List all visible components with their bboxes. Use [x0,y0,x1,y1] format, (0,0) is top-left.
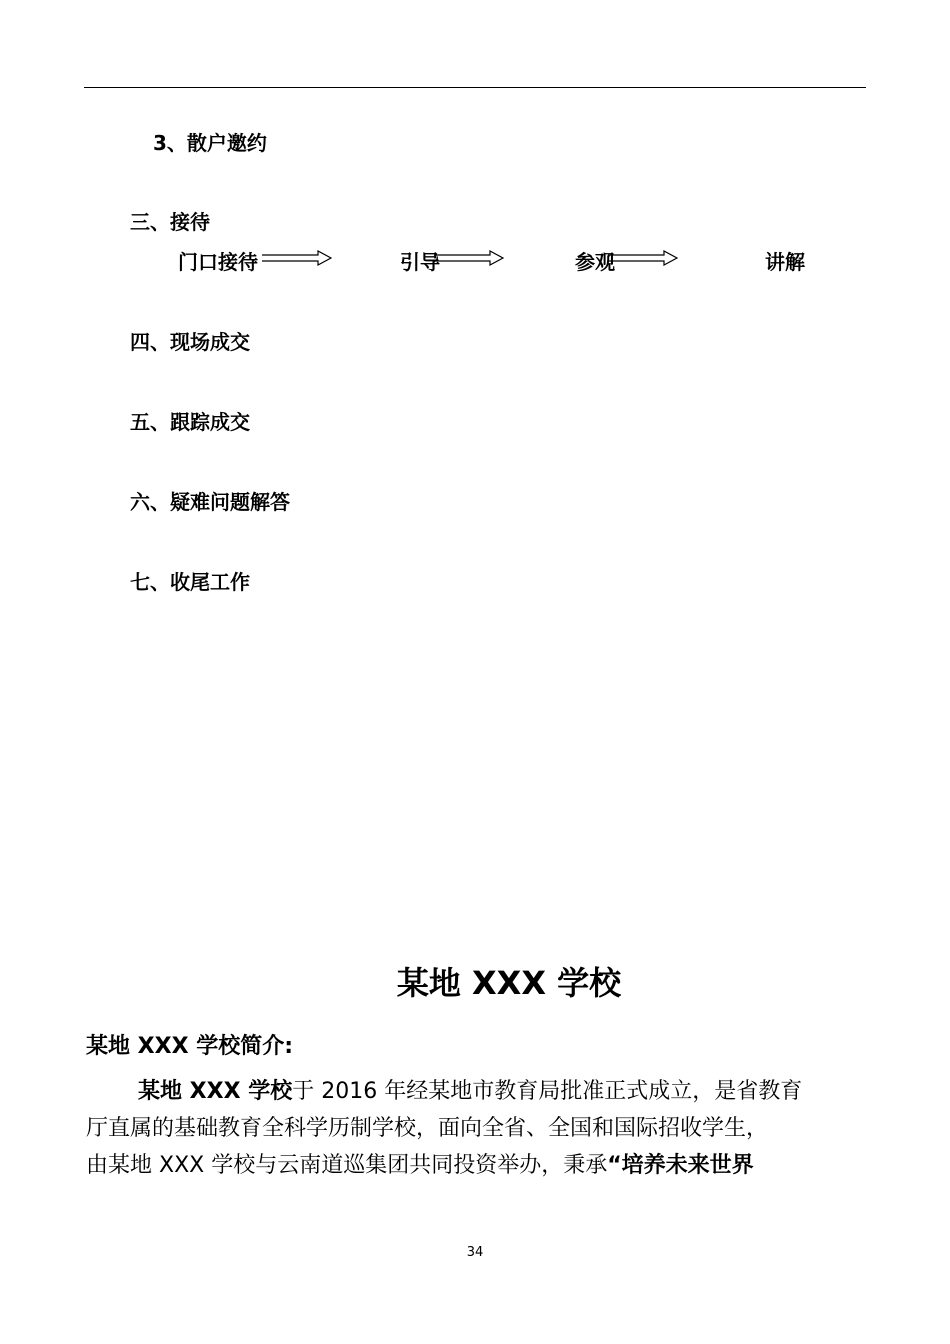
arrow-right-icon [262,250,332,266]
section-faq: 六、疑难问题解答 [130,490,290,514]
section-deal-follow: 五、跟踪成交 [130,410,250,434]
paragraph-line [86,1147,866,1184]
flow-step-visit: 参观 [575,250,615,274]
section-reception: 三、接待 [130,210,210,234]
school-name-bold: 某地 XXX 学校 [138,1079,293,1104]
page-number: 34 [466,1245,484,1260]
paragraph-text: 于 2016 年经某地市教育局批准正式成立，是省教育 [292,1079,803,1104]
paragraph-line: 厅直属的基础教育全科学历制学校，面向全省、全国和国际招收学生， [86,1116,769,1141]
paragraph-text: 由某地 XXX 学校与云南道巡集团共同投资举办，秉承 [86,1153,608,1178]
arrow-right-icon [608,250,678,266]
paragraph-line [86,1073,866,1110]
section-s3: 3、散户邀约 [153,131,267,155]
arrow-right-icon [434,250,504,266]
school-title-text: 某地 XXX 学校 [396,964,622,1002]
school-title [0,958,950,1004]
intro-paragraph [86,1073,866,1184]
reception-flow [0,246,950,274]
header-rule [84,87,866,88]
intro-heading: 某地 XXX 学校简介: [86,1034,294,1059]
flow-step-guide: 引导 [400,250,440,274]
motto-bold: “培养未来世界 [607,1153,754,1178]
flow-step-door-reception: 门口接待 [178,250,258,274]
section-closing: 七、收尾工作 [130,570,250,594]
flow-step-explain: 讲解 [765,250,805,274]
section-deal-onsite: 四、现场成交 [130,330,250,354]
